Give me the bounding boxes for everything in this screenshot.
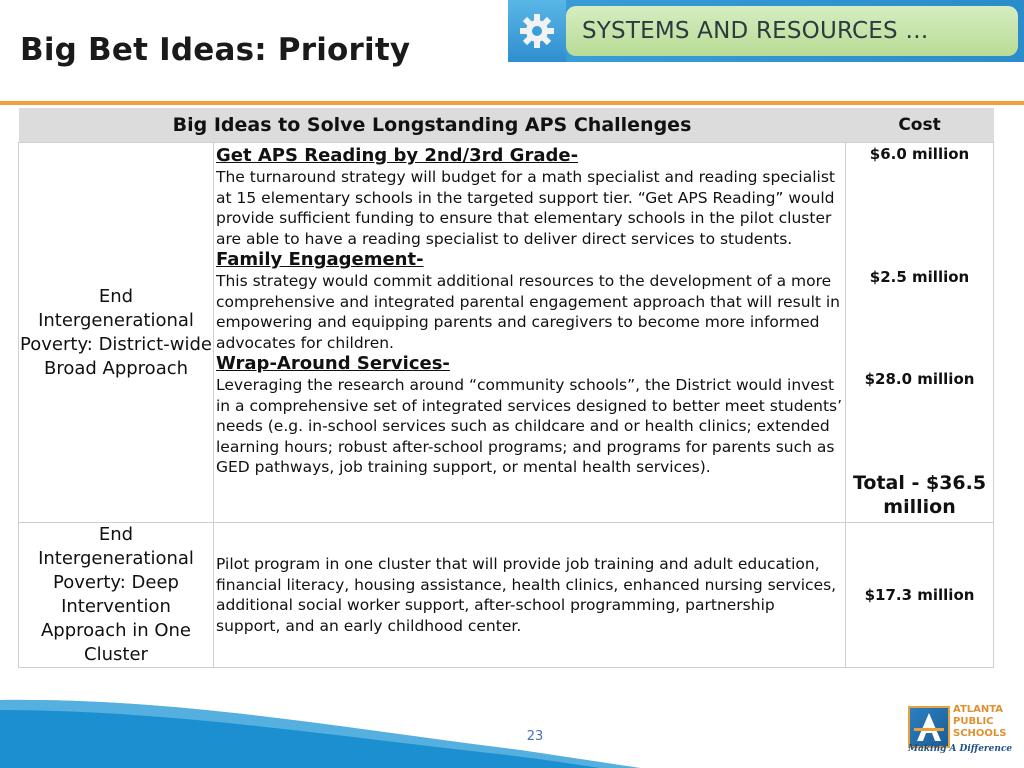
cost-value: $2.5 million [869,268,970,286]
table-header-row [19,108,994,143]
page-number: 23 [526,729,544,744]
item-title: Family Engagement- [216,249,424,270]
header-main: Big Ideas to Solve Longstanding APS Challenges [19,108,846,143]
logo-line: ATLANTA [953,704,1004,715]
section-banner [508,0,1024,62]
gear-icon [508,0,566,62]
row2-category: End Intergenerational Poverty: Deep Intervention Approach in One Cluster [19,523,214,668]
item-body: The turnaround strategy will budget for a math specialist and reading specialist at 15 elementary schools in the targeted support tier. “Get APS Reading” would provide sufficient funding to ensure that elementary schools in the pilot cluster are able to have a reading specialist to deliver direct services to students. [216,168,835,248]
banner-text: SYSTEMS AND RESOURCES … [582,18,929,44]
logo-line: PUBLIC [953,716,994,727]
ideas-table-container [18,108,993,668]
item-body: Pilot program in one cluster that will provide job training and adult education, financial literacy, housing assistance, health clinics, enhanced nursing services, additional social worker support, after-school programming, partnership support, and an early childhood center. [216,555,837,635]
row1-description [214,143,846,523]
item-title: Get APS Reading by 2nd/3rd Grade- [216,145,579,166]
row1-category: End Intergenerational Poverty: District-wide Broad Approach [19,143,214,523]
logo-a-icon [908,706,950,748]
item-title: Wrap-Around Services- [216,353,450,374]
footer-wave [0,688,1024,768]
header-cost: Cost [846,108,994,143]
cost-value: $6.0 million [869,145,970,163]
item-body: Leveraging the research around “community schools”, the District would invest in a comprehensive set of integrated services designed to better meet students’ needs (e.g. in-school services such as childcare and or health clinics; extended learning hours; robust after-school programs; and programs for parents such as GED pathways, job training support, or mental health services). [216,376,843,476]
table-row [19,523,994,668]
item-body: This strategy would commit additional resources to the development of a more comprehensive and integrated parental engagement approach that will result in empowering and equipping parents and caregivers to become more informed advocates for children. [216,272,841,352]
row2-cost-cell [846,523,994,668]
cost-total: Total - $36.5 million [852,472,987,518]
logo-text [953,704,1007,740]
cost-value: $28.0 million [864,370,975,388]
page-title: Big Bet Ideas: Priority [20,32,411,68]
ideas-table [18,108,994,668]
banner-label-box [566,6,1018,56]
logo-line: SCHOOLS [953,728,1007,739]
table-row [19,143,994,523]
cost-value: $17.3 million [864,586,975,604]
row1-cost-cell [846,143,994,523]
logo-tagline: Making A Difference [908,744,1013,754]
header-divider [0,101,1024,105]
aps-logo [905,703,1015,757]
row2-description [214,523,846,668]
